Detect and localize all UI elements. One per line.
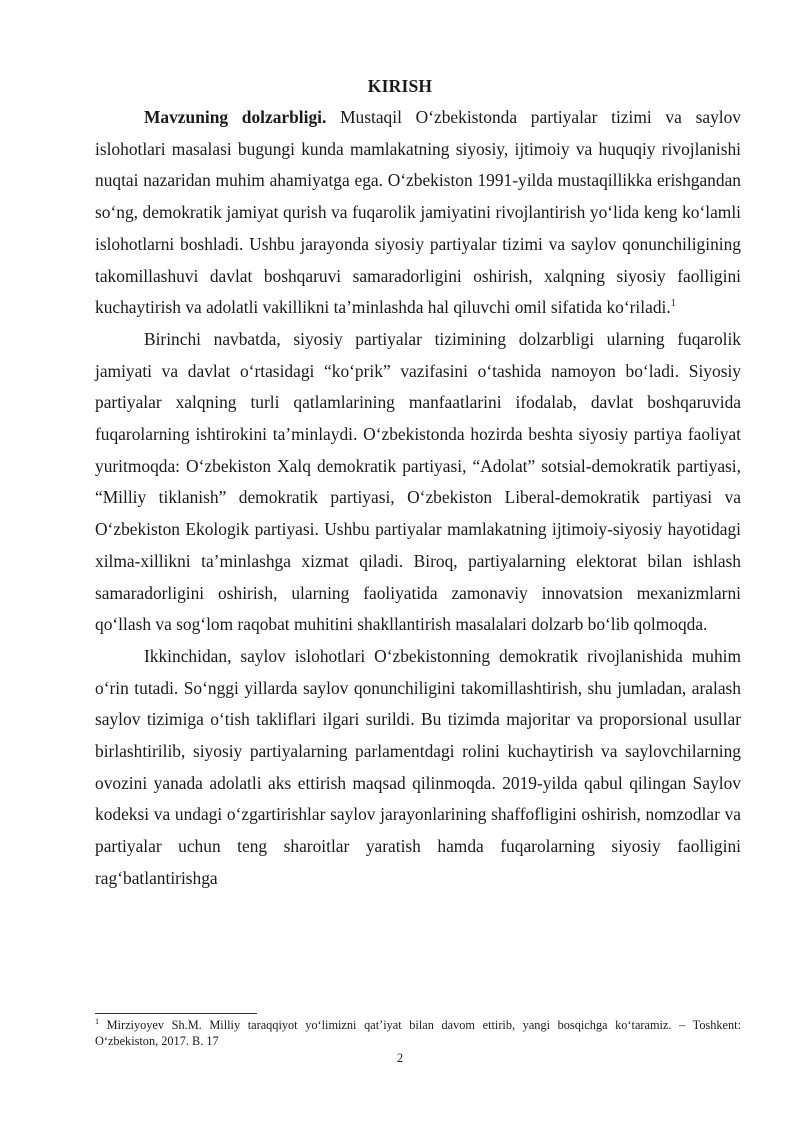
paragraph-lead: Mavzuning dolzarbligi. [144,107,327,127]
paragraph-text: Mustaqil O‘zbekistonda partiyalar tizimi va saylov islohotlari masalasi bugungi kunda mamlakatning siyosiy, ijtimoiy va huquqiy rivojlanishi nuqtai nazaridan muhim ahamiyatga ega. O‘zbekiston 1991-yilda mustaqillikka erishgandan so‘ng, demokratik jamiyat qurish va fuqarolik jamiyatini rivojlantirish yo‘lida keng ko‘lamli islohotlarni boshladi. Ushbu jarayonda siyosiy partiyalar tizimi va saylov qonunchiligining takomillashuvi davlat boshqaruvi samaradorligini oshirish, xalqning siyosiy faolligini kuchaytirish va adolatli vakillikni ta’minlashda hal qiluvchi omil sifatida ko‘riladi. [95,107,741,318]
footnote-text: Mirziyoyev Sh.M. Milliy taraqqiyot yo‘limizni qat’iyat bilan davom ettirib, yangi bosqichga ko‘taramiz. – Toshkent: O‘zbekiston, 2017. B. 17 [95,1018,741,1048]
paragraph-elections: Ikkinchidan, saylov islohotlari O‘zbekistonning demokratik rivojlanishida muhim o‘rin tutadi. So‘nggi yillarda saylov qonunchiligini takomillashtirish, shu jumladan, aralash saylov tizimiga o‘tish takliflari ilgari surildi. Bu tizimda majoritar va proporsional usullar birlashtirilib, siyosiy partiyalarning parlamentdagi rolini kuchaytirish va saylovchilarning ovozini yanada adolatli aks ettirish maqsad qilinmoqda. 2019-yilda qabul qilingan Saylov kodeksi va undagi o‘zgartirishlar saylov jarayonlarining shaffofligini oshirish, nomzodlar va partiyalar uchun teng sharoitlar yaratish hamda fuqarolarning siyosiy faolligini rag‘batlantirishga [95,645,741,888]
footnote-marker: 1 [95,1016,99,1026]
main-text [95,102,741,895]
paragraph-parties: Birinchi navbatda, siyosiy partiyalar tizimining dolzarbligi ularning fuqarolik jamiyati va davlat o‘rtasidagi “ko‘prik” vazifasini o‘tashida namoyon bo‘ladi. Siyosiy partiyalar xalqning turli qatlamlarining manfaatlarini ifodalab, davlat boshqaruvida fuqarolarning ishtirokini ta’minlaydi. O‘zbekistonda hozirda beshta siyosiy partiya faoliyat yuritmoqda: O‘zbekiston Xalq demokratik partiyasi, “Adolat” sotsial-demokratik partiyasi, “Milliy tiklanish” demokratik partiyasi, O‘zbekiston Liberal-demokratik partiyasi va O‘zbekiston Ekologik partiyasi. Ushbu partiyalar mamlakatning ijtimoiy-siyosiy hayotidagi xilma-xillikni ta’minlashga xizmat qiladi. Biroq, partiyalarning elektorat bilan ishlash samaradorligini oshirish, ularning faoliyatida zamonaviy innovatsion mexanizmlarni qo‘llash va sog‘lom raqobat muhitini shakllantirish masalalari dolzarb bo‘lib qolmoqda. [95,328,741,635]
footnote [95,1017,741,1049]
page-number: 2 [396,1051,404,1065]
paragraph-relevance [95,102,741,324]
footnote-separator [95,1013,257,1014]
footnote-reference[interactable]: 1 [670,298,676,310]
section-heading: KIRISH [367,76,433,96]
